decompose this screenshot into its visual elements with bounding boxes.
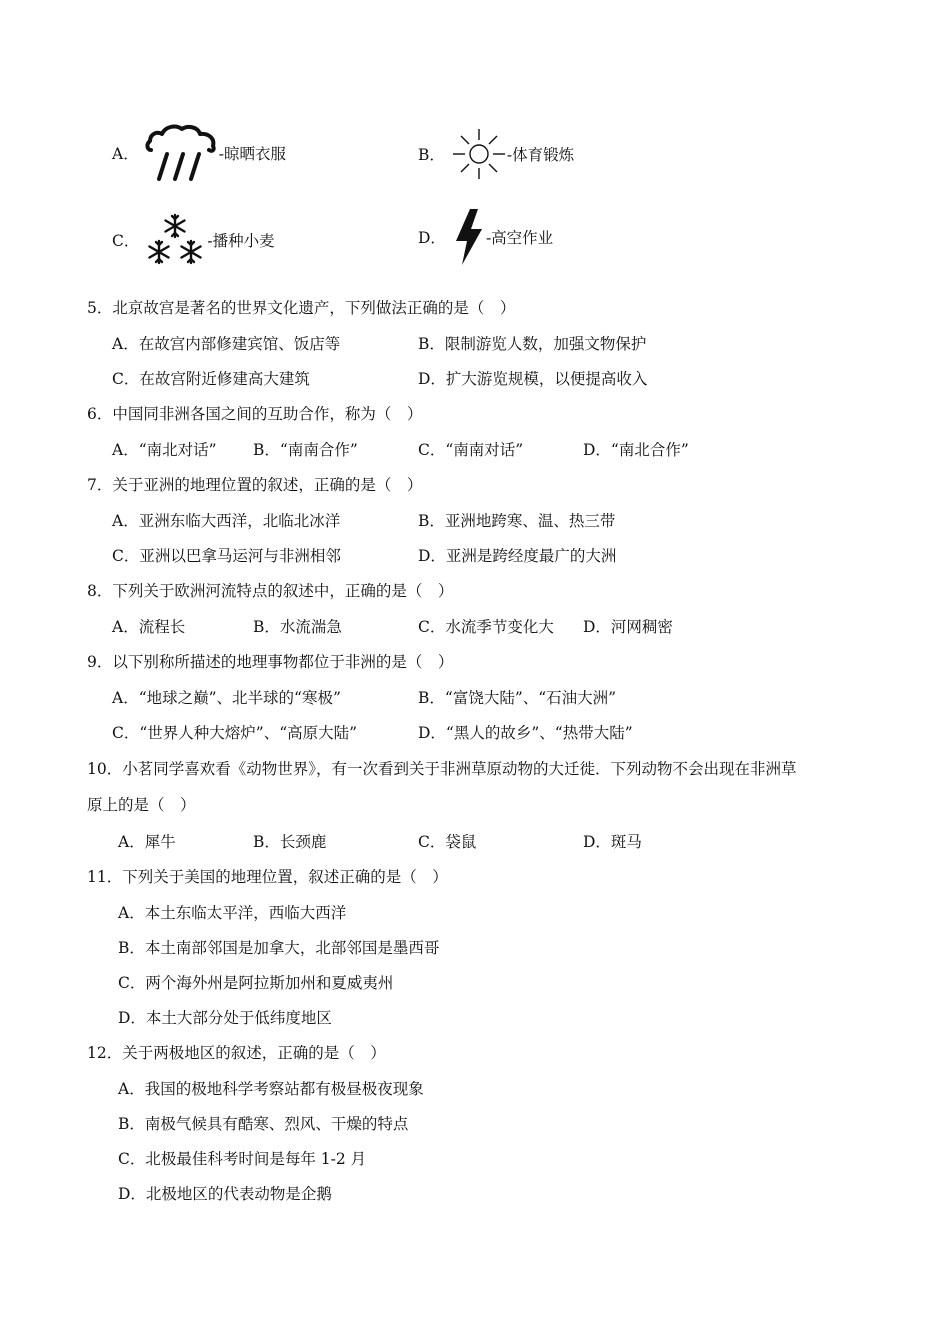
lightning-icon: [452, 207, 486, 267]
q6-option-c[interactable]: C．“南南对话”: [418, 441, 524, 459]
option-text: -晾晒衣服: [218, 145, 286, 163]
q8-option-a[interactable]: A．流程长: [112, 618, 186, 636]
q6-option-d[interactable]: D．“南北合作”: [583, 441, 689, 459]
q10-stem-line1: 10．小茗同学喜欢看《动物世界》，有一次看到关于非洲草原动物的大迁徙．下列动物不会出现在非洲草: [87, 760, 797, 778]
q4-option-a[interactable]: [112, 124, 286, 182]
q7-option-d[interactable]: D．亚洲是跨经度最广的大洲: [418, 547, 617, 565]
option-text: -高空作业: [485, 229, 554, 247]
q11-option-d[interactable]: D．本土大部分处于低纬度地区: [118, 1009, 332, 1027]
option-label: C．: [112, 232, 140, 250]
q8-option-d[interactable]: D．河网稠密: [583, 618, 673, 636]
q5-stem: 5．北京故宫是著名的世界文化遗产，下列做法正确的是（ ）: [87, 299, 516, 317]
q10-option-d[interactable]: D．斑马: [583, 833, 642, 851]
snowflake-icon: [145, 212, 207, 268]
q5-option-c[interactable]: C．在故宫附近修建高大建筑: [112, 370, 310, 388]
q4-option-b[interactable]: [418, 127, 574, 181]
q12-option-b[interactable]: B．南极气候具有酷寒、烈风、干燥的特点: [118, 1115, 409, 1133]
q5-option-b[interactable]: B．限制游览人数，加强文物保护: [418, 335, 647, 353]
q7-option-a[interactable]: A．亚洲东临大西洋，北临北冰洋: [112, 512, 341, 530]
option-label: B．: [418, 146, 445, 164]
q9-option-b[interactable]: B．“富饶大陆”、“石油大洲”: [418, 689, 617, 707]
q5-option-a[interactable]: A．在故宫内部修建宾馆、饭店等: [112, 335, 341, 353]
option-label: D．: [418, 229, 446, 247]
q8-option-b[interactable]: B．水流湍急: [253, 618, 342, 636]
q8-option-c[interactable]: C．水流季节变化大: [418, 618, 554, 636]
q8-stem: 8．下列关于欧洲河流特点的叙述中，正确的是（ ）: [87, 582, 454, 600]
q5-option-d[interactable]: D．扩大游览规模，以便提高收入: [418, 370, 648, 388]
rain-cloud-icon: [145, 124, 219, 182]
q4-option-c[interactable]: [112, 212, 275, 268]
q6-stem: 6．中国同非洲各国之间的互助合作，称为（ ）: [87, 405, 423, 423]
q9-stem: 9．以下别称所描述的地理事物都位于非洲的是（ ）: [87, 653, 454, 671]
q11-option-b[interactable]: B．本土南部邻国是加拿大，北部邻国是墨西哥: [118, 939, 440, 957]
q11-option-c[interactable]: C．两个海外州是阿拉斯加州和夏威夷州: [118, 974, 394, 992]
q12-option-c[interactable]: C．北极最佳科考时间是每年 1-2 月: [118, 1150, 367, 1168]
sun-icon: [451, 127, 507, 181]
q4-option-d[interactable]: [418, 207, 553, 267]
q9-option-d[interactable]: D．“黑人的故乡”、“热带大陆”: [418, 724, 633, 742]
q7-option-b[interactable]: B．亚洲地跨寒、温、热三带: [418, 512, 616, 530]
q10-stem-line2: 原上的是（ ）: [87, 796, 196, 814]
q9-option-c[interactable]: C．“世界人种大熔炉”、“高原大陆”: [112, 724, 358, 742]
option-label: A．: [112, 145, 139, 163]
q12-stem: 12．关于两极地区的叙述，正确的是（ ）: [87, 1044, 386, 1062]
q6-option-b[interactable]: B．“南南合作”: [253, 441, 358, 459]
q7-stem: 7．关于亚洲的地理位置的叙述，正确的是（ ）: [87, 476, 423, 494]
q7-option-c[interactable]: C．亚洲以巴拿马运河与非洲相邻: [112, 547, 341, 565]
option-text: -播种小麦: [207, 232, 275, 250]
q11-stem: 11．下列关于美国的地理位置，叙述正确的是（ ）: [87, 868, 448, 886]
q10-option-a[interactable]: A．犀牛: [118, 833, 176, 851]
q9-option-a[interactable]: A．“地球之巅”、北半球的“寒极”: [112, 689, 341, 707]
q10-option-c[interactable]: C．袋鼠: [418, 833, 477, 851]
q6-option-a[interactable]: A．“南北对话”: [112, 441, 217, 459]
q12-option-d[interactable]: D．北极地区的代表动物是企鹅: [118, 1185, 332, 1203]
option-text: -体育锻炼: [506, 146, 575, 164]
q11-option-a[interactable]: A．本土东临太平洋，西临大西洋: [118, 904, 347, 922]
q12-option-a[interactable]: A．我国的极地科学考察站都有极昼极夜现象: [118, 1080, 424, 1098]
q10-option-b[interactable]: B．长颈鹿: [253, 833, 327, 851]
